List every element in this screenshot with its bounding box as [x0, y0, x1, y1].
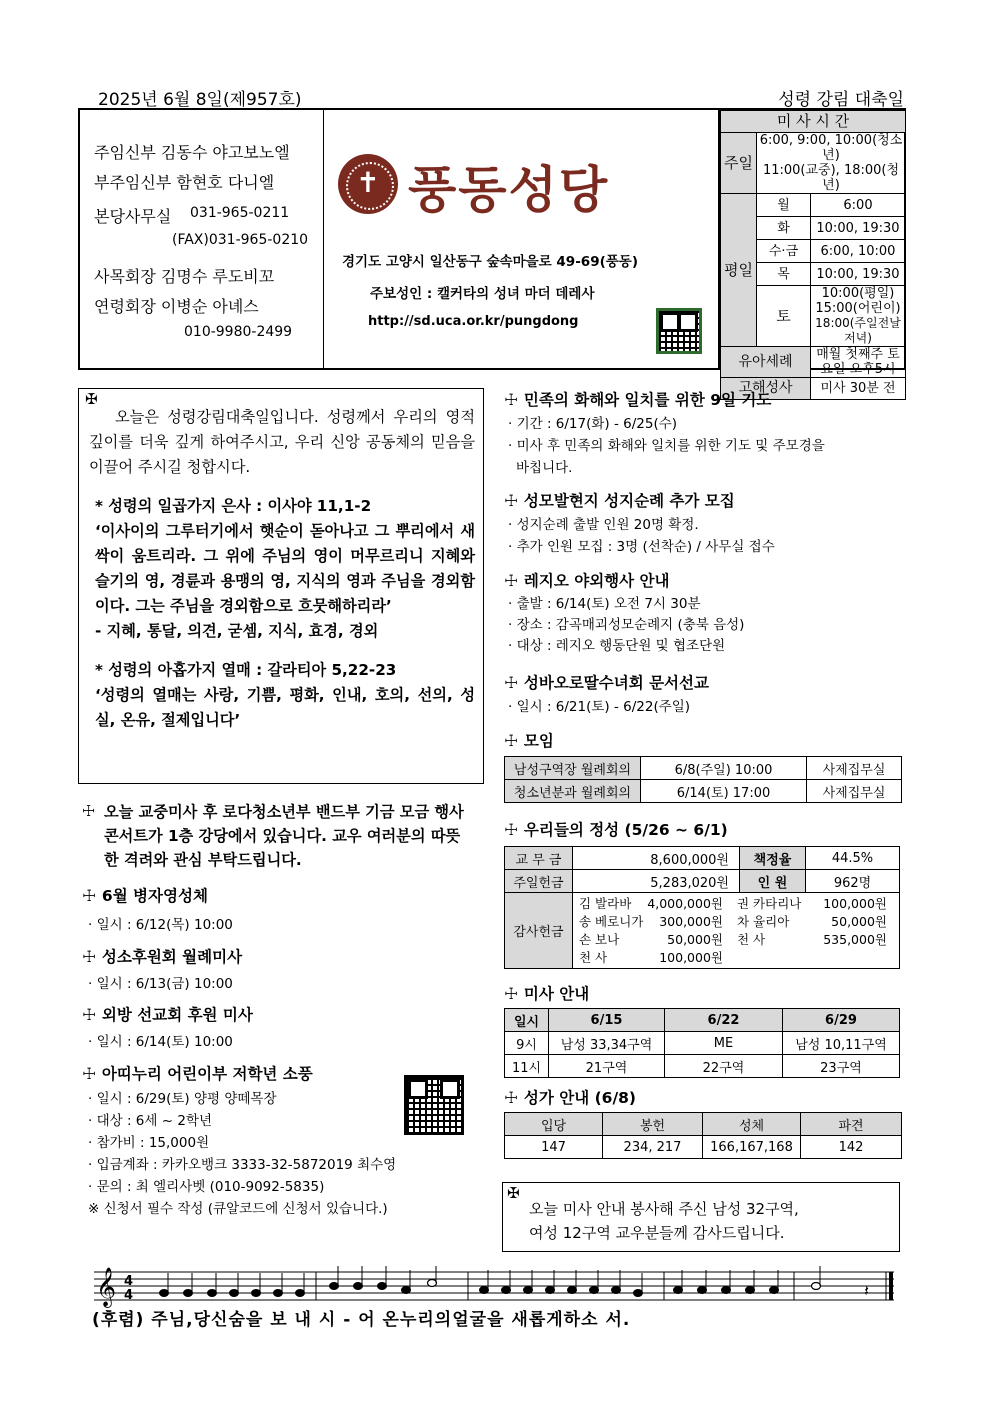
music-note	[330, 1283, 339, 1290]
qr-code-icon[interactable]	[656, 308, 702, 354]
treble-clef-icon: 𝄞	[96, 1267, 117, 1307]
meeting-title	[504, 729, 554, 751]
offering-table	[504, 846, 900, 969]
mass-guide-title	[504, 982, 589, 1004]
intro-message-box	[78, 388, 484, 784]
section-title-text: 외방 선교회 후원 미사	[101, 1006, 253, 1024]
music-note	[208, 1290, 217, 1297]
section-title-text: 아띠누리 어린이부 저학년 소풍	[101, 1065, 313, 1083]
mass-guide-cell: ME	[665, 1032, 783, 1055]
offering-label: 책정율	[740, 847, 806, 870]
mass-guide-cell: 22구역	[665, 1055, 783, 1078]
picnic-line: · 일시 : 6/29(토) 양평 양떼목장	[88, 1091, 277, 1107]
meeting-time: 6/8(주일) 10:00	[641, 757, 807, 780]
legio-line: · 출발 : 6/14(토) 오전 7시 30분	[508, 596, 701, 612]
cross-icon: ☩	[504, 572, 518, 590]
donor-name: 권 카타리나	[737, 895, 802, 911]
concert-line: 오늘 교중미사 후 로다청소년부 밴드부 기금 모금 행사	[104, 803, 464, 821]
music-note	[698, 1287, 707, 1294]
intro-paragraph: 오늘은 성령강림대축일입니다. 성령께서 우리의 영적 깊이를 더욱 깊게 하여주시고, 우리 신앙 공동체의 믿음을 이끌어 주시길 청합시다.	[89, 408, 475, 476]
pauline-line: · 일시 : 6/21(토) - 6/22(주일)	[508, 699, 691, 715]
donor-amount: 100,000원	[659, 949, 723, 965]
weekday-time: 10:00, 19:30	[811, 217, 906, 240]
mission-mass-title	[82, 1003, 253, 1025]
hymn-head: 파견	[801, 1113, 902, 1136]
hymn-title	[504, 1086, 636, 1108]
picnic-line: ※ 신청서 필수 작성 (큐알코드에 신청서 있습니다.)	[88, 1201, 388, 1217]
baptism-label: 유아세례	[721, 347, 811, 378]
cross-icon: ☩	[82, 1006, 96, 1024]
league-tel: 010-9980-2499	[184, 324, 293, 340]
saturday-time-2: 15:00(어린이)	[815, 301, 901, 316]
donor-amount: 100,000원	[823, 895, 887, 911]
donor-amount: 535,000원	[823, 931, 887, 947]
music-note	[274, 1290, 283, 1297]
thanks-line: 오늘 미사 안내 봉사해 주신 남성 32구역,	[529, 1200, 799, 1218]
section-title-text: 모임	[523, 732, 554, 750]
hymn-cell: 166,167,168	[703, 1136, 801, 1159]
cross-icon: ☩	[504, 821, 518, 839]
offering-label: 교 무 금	[505, 847, 573, 870]
weekday-time: 10:00, 19:30	[811, 263, 906, 286]
time-signature-top: 4	[124, 1274, 134, 1289]
confession-label: 고해성사	[721, 378, 811, 400]
mass-guide-cell: 21구역	[549, 1055, 665, 1078]
weekday-day: 목	[757, 263, 811, 286]
music-note	[812, 1283, 821, 1290]
hymn-head: 봉헌	[603, 1113, 703, 1136]
legio-title	[504, 569, 669, 591]
music-note	[428, 1280, 437, 1287]
section-title-text: 성모발현지 성지순례 추가 모집	[523, 492, 735, 510]
music-note	[524, 1287, 533, 1294]
mass-guide-head: 일시	[505, 1009, 549, 1032]
picnic-line: · 참가비 : 15,000원	[88, 1135, 210, 1151]
saturday-day: 토	[757, 286, 811, 347]
qr-code-icon[interactable]	[404, 1075, 464, 1135]
music-note	[568, 1287, 577, 1294]
picnic-title	[82, 1062, 313, 1084]
saturday-times	[811, 286, 906, 347]
thanks-offering-label: 감사헌금	[505, 893, 573, 969]
music-note	[230, 1290, 239, 1297]
thanks-offering-list	[573, 893, 900, 969]
mass-guide-table	[504, 1008, 900, 1078]
gifts-quote: ‘이사이의 그루터기에서 햇순이 돋아나고 그 뿌리에서 새싹이 움트리라. 그 위에 주님의 영이 머무르리니 지혜와 슬기의 영, 경륜과 용맹의 영, 지식의 영과 주님을 경외함이다. 그는 주님을 경외함으로 흐뭇해하리라’	[95, 522, 475, 615]
mass-guide-cell: 23구역	[783, 1055, 900, 1078]
mass-times-table	[720, 110, 906, 400]
office-label: 본당사무실	[94, 207, 172, 226]
offering-value: 44.5%	[806, 847, 900, 870]
music-note	[590, 1287, 599, 1294]
assistant-pastor: 부주임신부 함현호 다니엘	[94, 173, 275, 192]
section-title-text: 6월 병자영성체	[101, 887, 208, 905]
music-note	[296, 1290, 305, 1297]
music-note	[770, 1287, 779, 1294]
section-title-text: 민족의 화해와 일치를 위한 9일 기도	[523, 391, 772, 409]
bulletin-header	[78, 108, 906, 396]
mass-guide-cell: 남성 33,34구역	[549, 1032, 665, 1055]
meeting-name: 청소년분과 월례회의	[505, 780, 641, 803]
league-president: 연령회장 이병순 아녜스	[94, 297, 259, 316]
cross-icon: ☩	[82, 887, 96, 905]
cross-icon: ☩	[82, 1065, 96, 1083]
weekday-day: 수·금	[757, 240, 811, 263]
legio-line: · 대상 : 레지오 행동단원 및 협조단원	[508, 638, 726, 654]
prayer-title	[504, 388, 771, 410]
legio-details	[508, 594, 744, 657]
church-seal-icon	[338, 154, 398, 214]
fruits-heading: * 성령의 아홉가지 열매 : 갈라티아 5,22-23	[95, 661, 397, 679]
music-note	[612, 1287, 621, 1294]
section-title-text: 미사 안내	[523, 985, 590, 1003]
vocation-mass-title	[82, 945, 242, 967]
section-title-text: 우리들의 정성 (5/26 ~ 6/1)	[523, 821, 728, 839]
music-note	[502, 1287, 511, 1294]
donor-amount: 300,000원	[659, 913, 723, 929]
mass-guide-cell: 11시	[505, 1055, 549, 1078]
music-note	[402, 1287, 411, 1294]
fruits-quote: ‘성령의 열매는 사랑, 기쁨, 평화, 인내, 호의, 선의, 성실, 온유, 절제입니다’	[95, 686, 475, 729]
mass-guide-head: 6/22	[665, 1009, 783, 1032]
section-title-text: 성바오로딸수녀회 문서선교	[523, 674, 709, 692]
issue-date: 2025년 6월 8일(제957호)	[98, 90, 302, 110]
weekday-day: 월	[757, 194, 811, 217]
sunday-times-2: 11:00(교중), 18:00(청년)	[762, 163, 900, 193]
council-president: 사목회장 김명수 루도비꼬	[94, 267, 275, 286]
music-note	[634, 1290, 643, 1297]
office-fax: (FAX)031-965-0210	[172, 232, 309, 248]
picnic-details	[88, 1088, 396, 1220]
pilgrimage-title	[504, 489, 735, 511]
picnic-line: · 입금계좌 : 카카오뱅크 3333-32-5872019 최수영	[88, 1157, 397, 1173]
pilgrimage-line: · 추가 인원 모집 : 3명 (선착순) / 사무실 접수	[508, 539, 775, 555]
music-note	[378, 1283, 387, 1290]
sunday-times-1: 6:00, 9:00, 10:00(청소년)	[759, 133, 903, 163]
meeting-name: 남성구역장 월례회의	[505, 757, 641, 780]
donor-name: 차 율리아	[737, 913, 790, 929]
offering-value: 5,283,020원	[573, 870, 740, 893]
sick-communion-line: · 일시 : 6/12(목) 10:00	[88, 917, 233, 933]
cross-icon: ☩	[504, 985, 518, 1003]
sick-communion-title	[82, 884, 208, 906]
hymn-cell: 142	[801, 1136, 902, 1159]
prayer-line: 바칩니다.	[516, 460, 573, 476]
mass-times	[720, 110, 906, 396]
hymn-cell: 147	[505, 1136, 603, 1159]
pastor: 주임신부 김동수 야고보노엘	[94, 143, 290, 162]
hymn-cell: 234, 217	[603, 1136, 703, 1159]
cross-icon: ☩	[504, 1089, 518, 1107]
donor-amount: 50,000원	[831, 913, 887, 929]
mass-guide-head: 6/15	[549, 1009, 665, 1032]
thanks-line: 여성 12구역 교우분들께 감사드립니다.	[529, 1224, 785, 1242]
time-signature-bottom: 4	[124, 1288, 134, 1303]
offering-title	[504, 818, 728, 840]
prayer-line: · 미사 후 민족의 화해와 일치를 위한 기도 및 주모경을	[508, 438, 825, 454]
donor-name: 천 사	[579, 949, 608, 965]
offering-value: 8,600,000원	[573, 847, 740, 870]
office-tel: 031-965-0211	[190, 205, 290, 221]
cross-icon: ☩	[82, 948, 96, 966]
music-note	[722, 1287, 731, 1294]
cross-icon: ☩	[504, 732, 518, 750]
gifts-list: - 지혜, 통달, 의견, 굳셈, 지식, 효경, 경외	[95, 622, 379, 640]
mass-guide-cell: 9시	[505, 1032, 549, 1055]
church-url[interactable]: http://sd.uca.or.kr/pungdong	[368, 314, 579, 329]
weekday-day: 화	[757, 217, 811, 240]
cross-icon: ✠	[507, 1184, 520, 1202]
weekday-time: 6:00, 10:00	[811, 240, 906, 263]
section-title-text: 성가 안내 (6/8)	[523, 1089, 636, 1107]
pilgrimage-line: · 성지순례 출발 인원 20명 확정.	[508, 517, 699, 533]
weekday-time: 6:00	[811, 194, 906, 217]
music-note	[674, 1287, 683, 1294]
saturday-time-1: 10:00(평일)	[821, 286, 895, 301]
meeting-place: 사제집무실	[807, 757, 902, 780]
concert-line: 콘서트가 1층 강당에서 있습니다. 교우 여러분의 따뜻	[104, 827, 461, 845]
prayer-details	[508, 413, 825, 479]
donor-name: 김 발라바	[579, 895, 632, 911]
pauline-title	[504, 671, 709, 693]
mass-times-title: 미 사 시 간	[721, 111, 906, 133]
music-note	[252, 1290, 261, 1297]
hymn-head: 입당	[505, 1113, 603, 1136]
weekday-label: 평일	[721, 194, 757, 347]
hymn-table	[504, 1112, 902, 1159]
pilgrimage-details	[508, 514, 775, 558]
saturday-time-3: 18:00(주일전날저녁)	[815, 316, 901, 345]
music-note	[184, 1290, 193, 1297]
picnic-line: · 문의 : 최 엘리사벳 (010-9092-5835)	[88, 1179, 325, 1195]
music-note	[746, 1287, 755, 1294]
offering-value: 962명	[806, 870, 900, 893]
refrain-lyric: (후렴) 주님,당신숨을 보 내 시 - 어 온누리의얼굴을 새롭게하소 서.	[92, 1310, 631, 1330]
cross-icon: ☩	[82, 802, 96, 820]
music-note	[354, 1283, 363, 1290]
thanks-box	[502, 1182, 900, 1252]
church-name: 풍동성당	[408, 160, 610, 219]
meeting-place: 사제집무실	[807, 780, 902, 803]
gifts-heading: * 성령의 일곱가지 은사 : 이사야 11,1-2	[95, 497, 372, 515]
meeting-time: 6/14(토) 17:00	[641, 780, 807, 803]
cross-icon: ☩	[504, 391, 518, 409]
confession-value: 미사 30분 전	[811, 378, 906, 400]
section-title-text: 성소후원회 월례미사	[101, 948, 243, 966]
cross-icon: ☩	[504, 674, 518, 692]
donor-name: 천 사	[737, 931, 766, 947]
donor-amount: 4,000,000원	[647, 895, 723, 911]
cross-icon: ☩	[504, 492, 518, 510]
hymn-head: 성체	[703, 1113, 801, 1136]
rest-icon: 𝄽	[864, 1281, 869, 1300]
prayer-line: · 기간 : 6/17(화) - 6/25(수)	[508, 416, 678, 432]
vocation-mass-line: · 일시 : 6/13(금) 10:00	[88, 976, 233, 992]
donor-name: 송 베로니가	[579, 913, 644, 929]
music-note	[546, 1287, 555, 1294]
patron-saint: 주보성인 : 캘커타의 성녀 마더 데레사	[370, 286, 595, 302]
feast-name: 성령 강림 대축일	[778, 90, 904, 110]
staff-info	[80, 110, 324, 368]
baptism-value: 매월 첫째주 토요일 오후5시	[811, 347, 906, 378]
concert-line: 한 격려와 관심 부탁드립니다.	[104, 851, 302, 869]
donor-amount: 50,000원	[667, 931, 723, 947]
sunday-label: 주일	[721, 133, 757, 194]
meeting-table	[504, 756, 902, 803]
mission-mass-line: · 일시 : 6/14(토) 10:00	[88, 1034, 233, 1050]
concert-notice	[104, 800, 494, 872]
music-note	[480, 1287, 489, 1294]
offering-label: 주일헌금	[505, 870, 573, 893]
legio-line: · 장소 : 감곡매괴성모순례지 (충북 음성)	[508, 617, 745, 633]
music-note	[160, 1290, 169, 1297]
mass-guide-cell: 남성 10,11구역	[783, 1032, 900, 1055]
sunday-times	[757, 133, 906, 194]
donor-name: 손 보나	[579, 931, 620, 947]
cross-icon: ✠	[85, 390, 98, 408]
church-logo-area	[324, 110, 720, 368]
section-title-text: 레지오 야외행사 안내	[523, 572, 670, 590]
picnic-line: · 대상 : 6세 ~ 2학년	[88, 1113, 212, 1129]
church-address: 경기도 고양시 일산동구 숲속마을로 49-69(풍동)	[342, 254, 639, 270]
offering-label: 인 원	[740, 870, 806, 893]
mass-guide-head: 6/29	[783, 1009, 900, 1032]
